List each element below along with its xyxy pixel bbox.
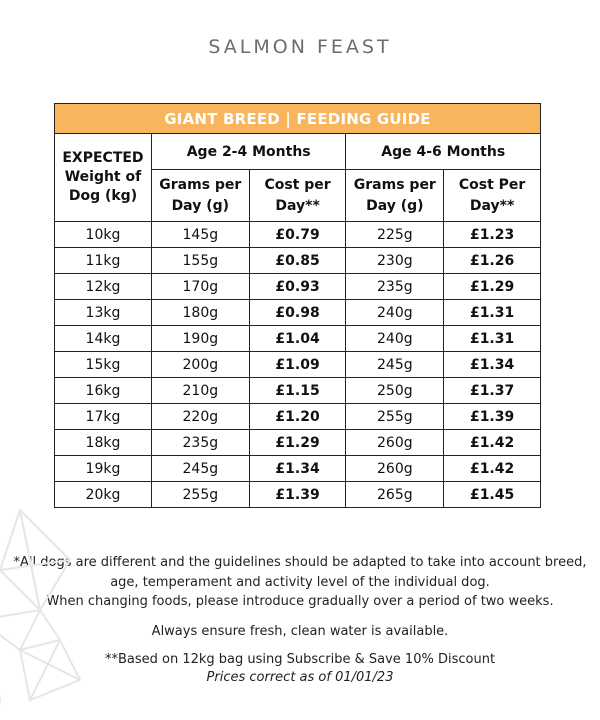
grams-cell: 255g: [346, 404, 444, 430]
cost-cell: £1.15: [249, 378, 346, 404]
cost-per-day-header: [249, 170, 346, 222]
brand-title: SALMON FEAST: [208, 36, 392, 58]
cost-cell: £0.93: [249, 274, 346, 300]
cost-cell: £0.98: [249, 300, 346, 326]
table-row: [55, 248, 541, 274]
grams-cell: 245g: [151, 456, 249, 482]
grams-cell: 235g: [151, 430, 249, 456]
weight-header-line: EXPECTED: [62, 150, 144, 166]
table-row: [55, 222, 541, 248]
weight-cell: 19kg: [55, 456, 152, 482]
cost-cell: £1.42: [444, 456, 541, 482]
grams-cell: 240g: [346, 300, 444, 326]
cost-cell: £0.79: [249, 222, 346, 248]
cost-cell: £1.31: [444, 300, 541, 326]
cost-cell: £1.26: [444, 248, 541, 274]
header-line: Cost per: [264, 176, 331, 193]
cost-cell: £1.37: [444, 378, 541, 404]
weight-cell: 11kg: [55, 248, 152, 274]
weight-column-header: [55, 134, 152, 222]
weight-cell: 14kg: [55, 326, 152, 352]
cost-cell: £0.85: [249, 248, 346, 274]
feeding-guide-table: [54, 103, 541, 508]
header-line: Grams per: [159, 176, 242, 193]
header-line: Day (g): [366, 197, 424, 214]
grams-cell: 260g: [346, 456, 444, 482]
grams-cell: 250g: [346, 378, 444, 404]
weight-cell: 18kg: [55, 430, 152, 456]
table-row: [55, 352, 541, 378]
cost-cell: £1.39: [444, 404, 541, 430]
weight-cell: 17kg: [55, 404, 152, 430]
table-row: [55, 456, 541, 482]
table-row: [55, 378, 541, 404]
grams-cell: 170g: [151, 274, 249, 300]
grams-cell: 225g: [346, 222, 444, 248]
grams-cell: 220g: [151, 404, 249, 430]
header-line: Day**: [275, 197, 320, 214]
grams-cell: 210g: [151, 378, 249, 404]
table-row: [55, 274, 541, 300]
grams-cell: 190g: [151, 326, 249, 352]
cost-per-day-header: [444, 170, 541, 222]
grams-cell: 245g: [346, 352, 444, 378]
grams-cell: 200g: [151, 352, 249, 378]
geometric-insect-watermark-icon: [0, 500, 90, 720]
table-title: GIANT BREED | FEEDING GUIDE: [55, 104, 541, 134]
age-group-header: Age 4-6 Months: [346, 134, 541, 170]
header-line: Grams per: [353, 176, 436, 193]
weight-cell: 13kg: [55, 300, 152, 326]
grams-cell: 145g: [151, 222, 249, 248]
weight-cell: 15kg: [55, 352, 152, 378]
grams-cell: 240g: [346, 326, 444, 352]
cost-cell: £1.42: [444, 430, 541, 456]
table-row: [55, 326, 541, 352]
disclaimer-line: *All dogs are different and the guidelines should be adapted to take into account breed,: [13, 555, 587, 570]
cost-cell: £1.29: [249, 430, 346, 456]
grams-cell: 260g: [346, 430, 444, 456]
table-row: [55, 404, 541, 430]
grams-per-day-header: [151, 170, 249, 222]
table-row: [55, 430, 541, 456]
cost-cell: £1.09: [249, 352, 346, 378]
grams-cell: 265g: [346, 482, 444, 508]
header-line: Day (g): [171, 197, 230, 214]
cost-cell: £1.45: [444, 482, 541, 508]
header-line: Day**: [469, 197, 515, 214]
cost-basis-note: **Based on 12kg bag using Subscribe & Save 10% Discount: [104, 652, 496, 667]
water-note: Always ensure fresh, clean water is available.: [151, 624, 449, 639]
weight-cell: 20kg: [55, 482, 152, 508]
cost-cell: £1.29: [444, 274, 541, 300]
grams-cell: 235g: [346, 274, 444, 300]
grams-cell: 230g: [346, 248, 444, 274]
weight-cell: 10kg: [55, 222, 152, 248]
prices-date-note: Prices correct as of 01/01/23: [206, 670, 394, 685]
grams-cell: 180g: [151, 300, 249, 326]
disclaimer-line: age, temperament and activity level of the individual dog.: [110, 574, 490, 590]
table-body: [55, 222, 541, 508]
cost-cell: £1.04: [249, 326, 346, 352]
grams-per-day-header: [346, 170, 444, 222]
cost-cell: £1.34: [444, 352, 541, 378]
cost-cell: £1.20: [249, 404, 346, 430]
age-group-header: Age 2-4 Months: [151, 134, 346, 170]
weight-cell: 16kg: [55, 378, 152, 404]
header-line: Cost Per: [458, 176, 526, 193]
table-row: [55, 482, 541, 508]
cost-cell: £1.39: [249, 482, 346, 508]
table-row: [55, 300, 541, 326]
weight-header-line: Dog (kg): [68, 188, 138, 204]
weight-header-line: Weight of: [64, 169, 142, 185]
weight-cell: 12kg: [55, 274, 152, 300]
grams-cell: 155g: [151, 248, 249, 274]
cost-cell: £1.31: [444, 326, 541, 352]
grams-cell: 255g: [151, 482, 249, 508]
disclaimer-note: [0, 553, 600, 612]
cost-cell: £1.23: [444, 222, 541, 248]
disclaimer-line: When changing foods, please introduce gradually over a period of two weeks.: [46, 594, 554, 609]
cost-cell: £1.34: [249, 456, 346, 482]
